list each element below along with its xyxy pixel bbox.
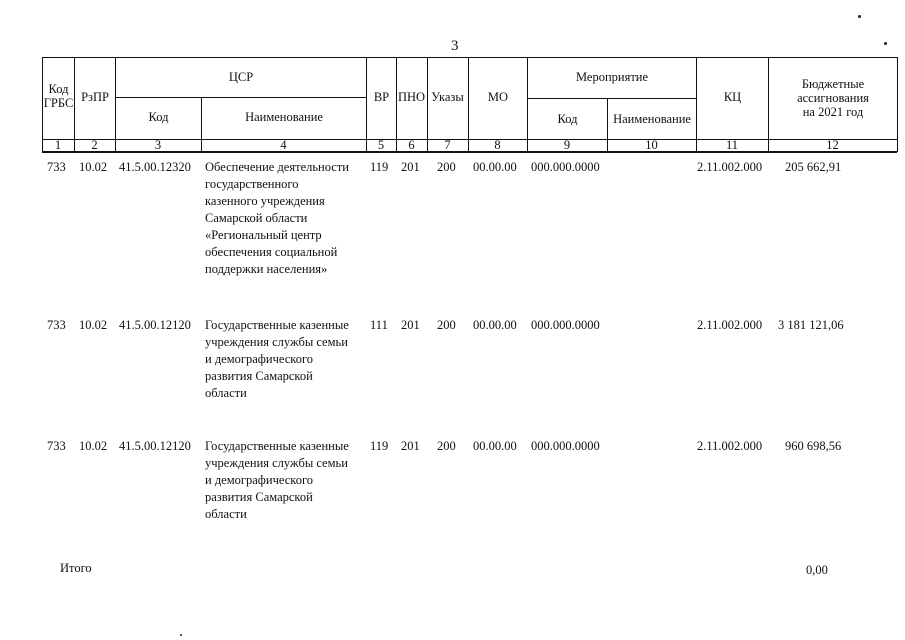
- header-mer-naimenovanie: Наименование: [613, 112, 691, 126]
- header-ukazy: Указы: [431, 90, 464, 104]
- header-csr-naimenovanie: Наименование: [245, 110, 323, 124]
- total-value: 0,00: [806, 563, 828, 577]
- column-number: 10: [645, 138, 658, 152]
- total-label: Итого: [60, 561, 92, 575]
- cell-pno: 201: [401, 318, 420, 332]
- cell-mo: 00.00.00: [473, 160, 517, 174]
- cell-rzpr: 10.02: [79, 318, 108, 332]
- cell-vr: 111: [370, 318, 388, 332]
- cell-mer-kod: 000.000.0000: [531, 439, 600, 453]
- cell-grbs: 733: [47, 160, 66, 174]
- header-budget: Бюджетные ассигнования на 2021 год: [797, 77, 869, 119]
- header-mer-kod: Код: [557, 112, 578, 126]
- header-csr: ЦСР: [228, 70, 254, 84]
- header-meropriyatie: Мероприятие: [575, 70, 649, 84]
- cell-kc: 2.11.002.000: [697, 318, 763, 332]
- column-number: 11: [725, 138, 739, 152]
- cell-rzpr: 10.02: [79, 160, 108, 174]
- cell-vr: 119: [370, 439, 389, 453]
- scan-speck: [180, 634, 182, 636]
- column-number: 9: [563, 138, 571, 152]
- column-number: 3: [154, 138, 162, 152]
- header-kod-grbs: Код ГРБС: [43, 82, 74, 110]
- cell-pno: 201: [401, 439, 420, 453]
- cell-csr: 41.5.00.12120: [119, 318, 191, 332]
- cell-ukazy: 200: [437, 160, 456, 174]
- column-number: 5: [377, 138, 385, 152]
- cell-kc: 2.11.002.000: [697, 160, 763, 174]
- cell-csr: 41.5.00.12120: [119, 439, 191, 453]
- cell-name: Государственные казенные учреждения службы семьи и демографического развития Самарской области: [205, 439, 349, 521]
- cell-mer-kod: 000.000.0000: [531, 160, 600, 174]
- cell-amount: 960 698,56: [785, 439, 842, 453]
- cell-rzpr: 10.02: [79, 439, 108, 453]
- header-csr-kod: Код: [148, 110, 169, 124]
- cell-ukazy: 200: [437, 439, 456, 453]
- header-kc: КЦ: [723, 90, 742, 104]
- header-rzpr: РзПР: [81, 90, 109, 104]
- cell-mo: 00.00.00: [473, 439, 517, 453]
- cell-grbs: 733: [47, 439, 66, 453]
- scan-speck: [858, 15, 861, 18]
- header-pno: ПНО: [397, 90, 426, 104]
- cell-amount: 205 662,91: [785, 160, 842, 174]
- cell-mo: 00.00.00: [473, 318, 517, 332]
- cell-pno: 201: [401, 160, 420, 174]
- cell-vr: 119: [370, 160, 389, 174]
- cell-mer-kod: 000.000.0000: [531, 318, 600, 332]
- column-number: 1: [54, 138, 62, 152]
- header-mo: МО: [487, 90, 509, 104]
- header-vr: ВР: [373, 90, 390, 104]
- cell-ukazy: 200: [437, 318, 456, 332]
- page-number: 3: [451, 38, 459, 54]
- cell-kc: 2.11.002.000: [697, 439, 763, 453]
- column-number: 12: [826, 138, 839, 152]
- cell-amount: 3 181 121,06: [778, 318, 844, 332]
- column-number: 7: [444, 138, 451, 152]
- cell-grbs: 733: [47, 318, 66, 332]
- cell-csr: 41.5.00.12320: [119, 160, 191, 174]
- cell-name: Государственные казенные учреждения службы семьи и демографического развития Самарской области: [205, 318, 349, 400]
- scan-speck: [884, 42, 887, 45]
- column-number: 6: [408, 138, 415, 152]
- column-number: 2: [91, 138, 98, 152]
- cell-name: Обеспечение деятельности государственного казенного учреждения Самарской области «Региональный центр обеспечения социальной поддержки населения»: [205, 160, 350, 276]
- column-number: 4: [280, 138, 287, 152]
- column-number: 8: [494, 138, 501, 152]
